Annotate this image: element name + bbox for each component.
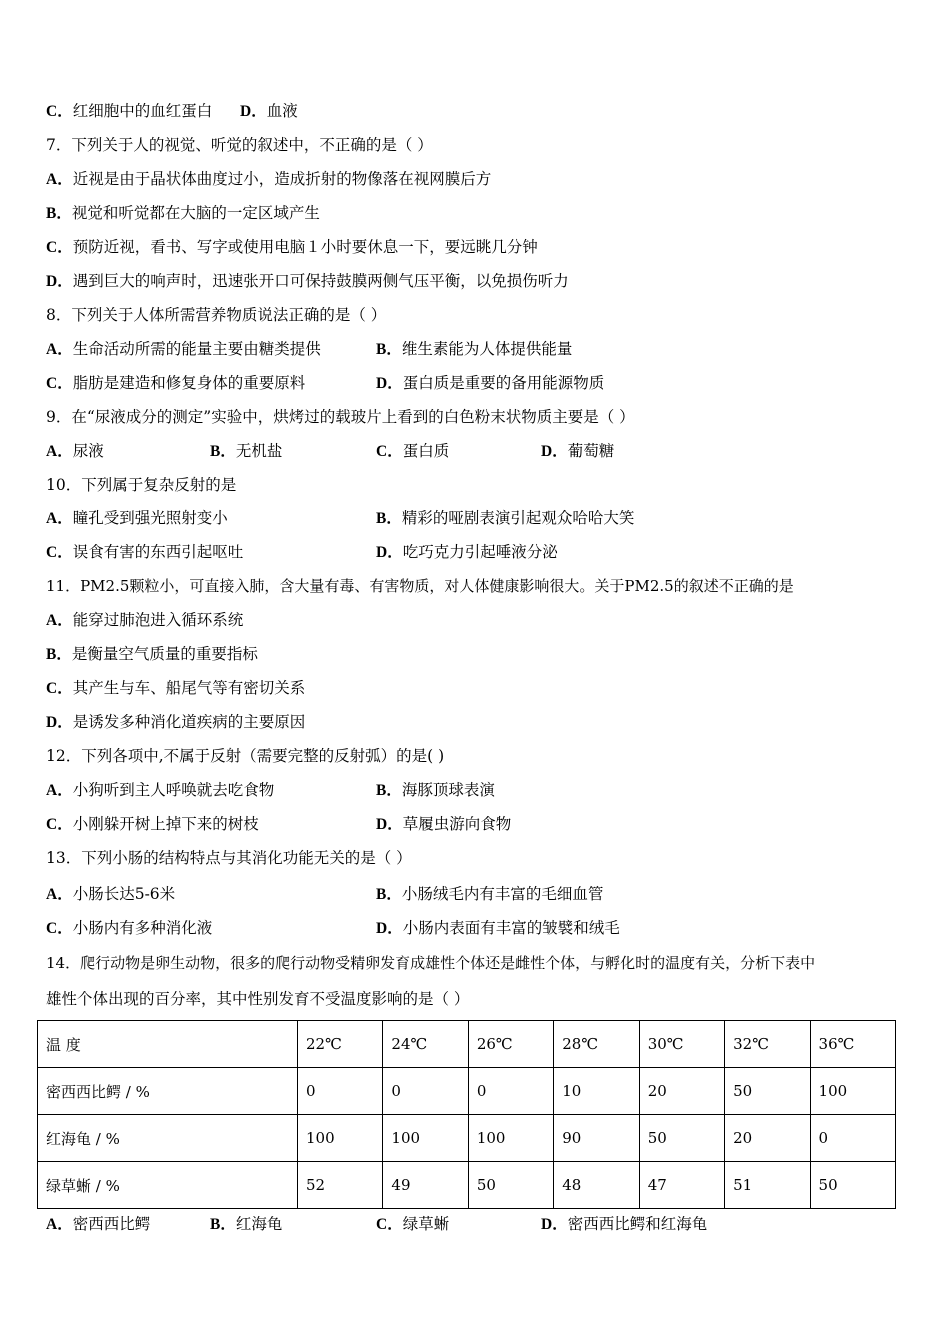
q8-option-c: C．脂肪是建造和修复身体的重要原料 bbox=[46, 374, 306, 392]
table-header-cell: 36℃ bbox=[810, 1021, 895, 1068]
table-cell: 50 bbox=[639, 1115, 724, 1162]
q13-option-c: C．小肠内有多种消化液 bbox=[46, 919, 213, 937]
q9-option-c: C．蛋白质 bbox=[376, 442, 450, 460]
q10-option-c: C．误食有害的东西引起呕吐 bbox=[46, 543, 244, 561]
q13-option-b: B．小肠绒毛内有丰富的毛细血管 bbox=[376, 885, 604, 903]
table-cell: 0 bbox=[810, 1115, 895, 1162]
table-header-cell: 22℃ bbox=[298, 1021, 383, 1068]
q6-option-d: D．血液 bbox=[240, 102, 298, 120]
q14-stem-line1: 14．爬行动物是卵生动物，很多的爬行动物受精卵发育成雄性个体还是雌性个体，与孵化时的温度有关，分析下表中 bbox=[46, 954, 816, 972]
q11-option-b: B．是衡量空气质量的重要指标 bbox=[46, 645, 258, 663]
q9-option-b: B．无机盐 bbox=[210, 442, 283, 460]
table-header-cell: 28℃ bbox=[554, 1021, 639, 1068]
q12-option-c: C．小刚躲开树上掉下来的树枝 bbox=[46, 815, 259, 833]
q11-stem: 11．PM2.5颗粒小，可直接入肺，含大量有毒、有害物质，对人体健康影响很大。关于PM2.5的叙述不正确的是 bbox=[46, 577, 794, 595]
table-row bbox=[38, 1068, 896, 1115]
table-cell: 20 bbox=[639, 1068, 724, 1115]
q8-option-d: D．蛋白质是重要的备用能源物质 bbox=[376, 374, 605, 392]
q12-stem: 12．下列各项中,不属于反射（需要完整的反射弧）的是( ) bbox=[46, 747, 445, 765]
q13-option-a: A．小肠长达5-6米 bbox=[46, 885, 176, 903]
table-cell: 52 bbox=[298, 1162, 383, 1209]
table-header-cell: 26℃ bbox=[468, 1021, 553, 1068]
q14-stem-line2: 雄性个体出现的百分率，其中性别发育不受温度影响的是（ ） bbox=[46, 990, 470, 1008]
table-cell: 90 bbox=[554, 1115, 639, 1162]
table-cell: 100 bbox=[810, 1068, 895, 1115]
temperature-table bbox=[37, 1020, 896, 1209]
table-cell: 51 bbox=[725, 1162, 810, 1209]
q8-stem: 8．下列关于人体所需营养物质说法正确的是（ ） bbox=[46, 306, 387, 324]
table-cell: 0 bbox=[468, 1068, 553, 1115]
q10-option-b: B．精彩的哑剧表演引起观众哈哈大笑 bbox=[376, 509, 635, 527]
table-cell: 48 bbox=[554, 1162, 639, 1209]
table-header-cell: 温 度 bbox=[38, 1021, 298, 1068]
q9-option-d: D．葡萄糖 bbox=[541, 442, 615, 460]
q9-option-a: A．尿液 bbox=[46, 442, 104, 460]
q9-stem: 9．在“尿液成分的测定”实验中，烘烤过的载玻片上看到的白色粉末状物质主要是（ ） bbox=[46, 408, 635, 426]
q6-option-c: C．红细胞中的血红蛋白 bbox=[46, 102, 213, 120]
table-cell: 50 bbox=[810, 1162, 895, 1209]
q10-stem: 10．下列属于复杂反射的是 bbox=[46, 476, 237, 494]
q7-option-c: C．预防近视，看书、写字或使用电脑１小时要休息一下，要远眺几分钟 bbox=[46, 238, 538, 256]
q14-option-c: C．绿草蜥 bbox=[376, 1215, 450, 1233]
table-cell: 红海龟 / % bbox=[38, 1115, 298, 1162]
table-cell: 50 bbox=[468, 1162, 553, 1209]
table-cell: 20 bbox=[725, 1115, 810, 1162]
table-cell: 100 bbox=[468, 1115, 553, 1162]
q10-option-a: A．瞳孔受到强光照射变小 bbox=[46, 509, 228, 527]
q11-option-d: D．是诱发多种消化道疾病的主要原因 bbox=[46, 713, 306, 731]
table-cell: 0 bbox=[383, 1068, 468, 1115]
table-cell: 47 bbox=[639, 1162, 724, 1209]
table-cell: 100 bbox=[383, 1115, 468, 1162]
q11-option-a: A．能穿过肺泡进入循环系统 bbox=[46, 611, 244, 629]
table-header-row bbox=[38, 1021, 896, 1068]
q7-option-a: A．近视是由于晶状体曲度过小，造成折射的物像落在视网膜后方 bbox=[46, 170, 492, 188]
table-cell: 0 bbox=[298, 1068, 383, 1115]
table-header-cell: 32℃ bbox=[725, 1021, 810, 1068]
table-header-cell: 30℃ bbox=[639, 1021, 724, 1068]
table-cell: 绿草蜥 / % bbox=[38, 1162, 298, 1209]
q12-option-d: D．草履虫游向食物 bbox=[376, 815, 512, 833]
q13-stem: 13．下列小肠的结构特点与其消化功能无关的是（ ） bbox=[46, 849, 412, 867]
q14-option-a: A．密西西比鳄 bbox=[46, 1215, 151, 1233]
q14-option-d: D．密西西比鳄和红海龟 bbox=[541, 1215, 708, 1233]
table-row bbox=[38, 1115, 896, 1162]
table-cell: 49 bbox=[383, 1162, 468, 1209]
q12-option-b: B．海豚顶球表演 bbox=[376, 781, 495, 799]
table-cell: 50 bbox=[725, 1068, 810, 1115]
q10-option-d: D．吃巧克力引起唾液分泌 bbox=[376, 543, 558, 561]
q11-option-c: C．其产生与车、船尾气等有密切关系 bbox=[46, 679, 306, 697]
q7-option-d: D．遇到巨大的响声时，迅速张开口可保持鼓膜两侧气压平衡，以免损伤听力 bbox=[46, 272, 569, 290]
table-cell: 密西西比鳄 / % bbox=[38, 1068, 298, 1115]
q8-option-b: B．维生素能为人体提供能量 bbox=[376, 340, 573, 358]
q14-option-b: B．红海龟 bbox=[210, 1215, 283, 1233]
q7-option-b: B．视觉和听觉都在大脑的一定区域产生 bbox=[46, 204, 320, 222]
table-row bbox=[38, 1162, 896, 1209]
q7-stem: 7．下列关于人的视觉、听觉的叙述中，不正确的是（ ） bbox=[46, 136, 433, 154]
table-cell: 10 bbox=[554, 1068, 639, 1115]
table-header-cell: 24℃ bbox=[383, 1021, 468, 1068]
q12-option-a: A．小狗听到主人呼唤就去吃食物 bbox=[46, 781, 275, 799]
table-cell: 100 bbox=[298, 1115, 383, 1162]
q13-option-d: D．小肠内表面有丰富的皱襞和绒毛 bbox=[376, 919, 620, 937]
q8-option-a: A．生命活动所需的能量主要由糖类提供 bbox=[46, 340, 321, 358]
